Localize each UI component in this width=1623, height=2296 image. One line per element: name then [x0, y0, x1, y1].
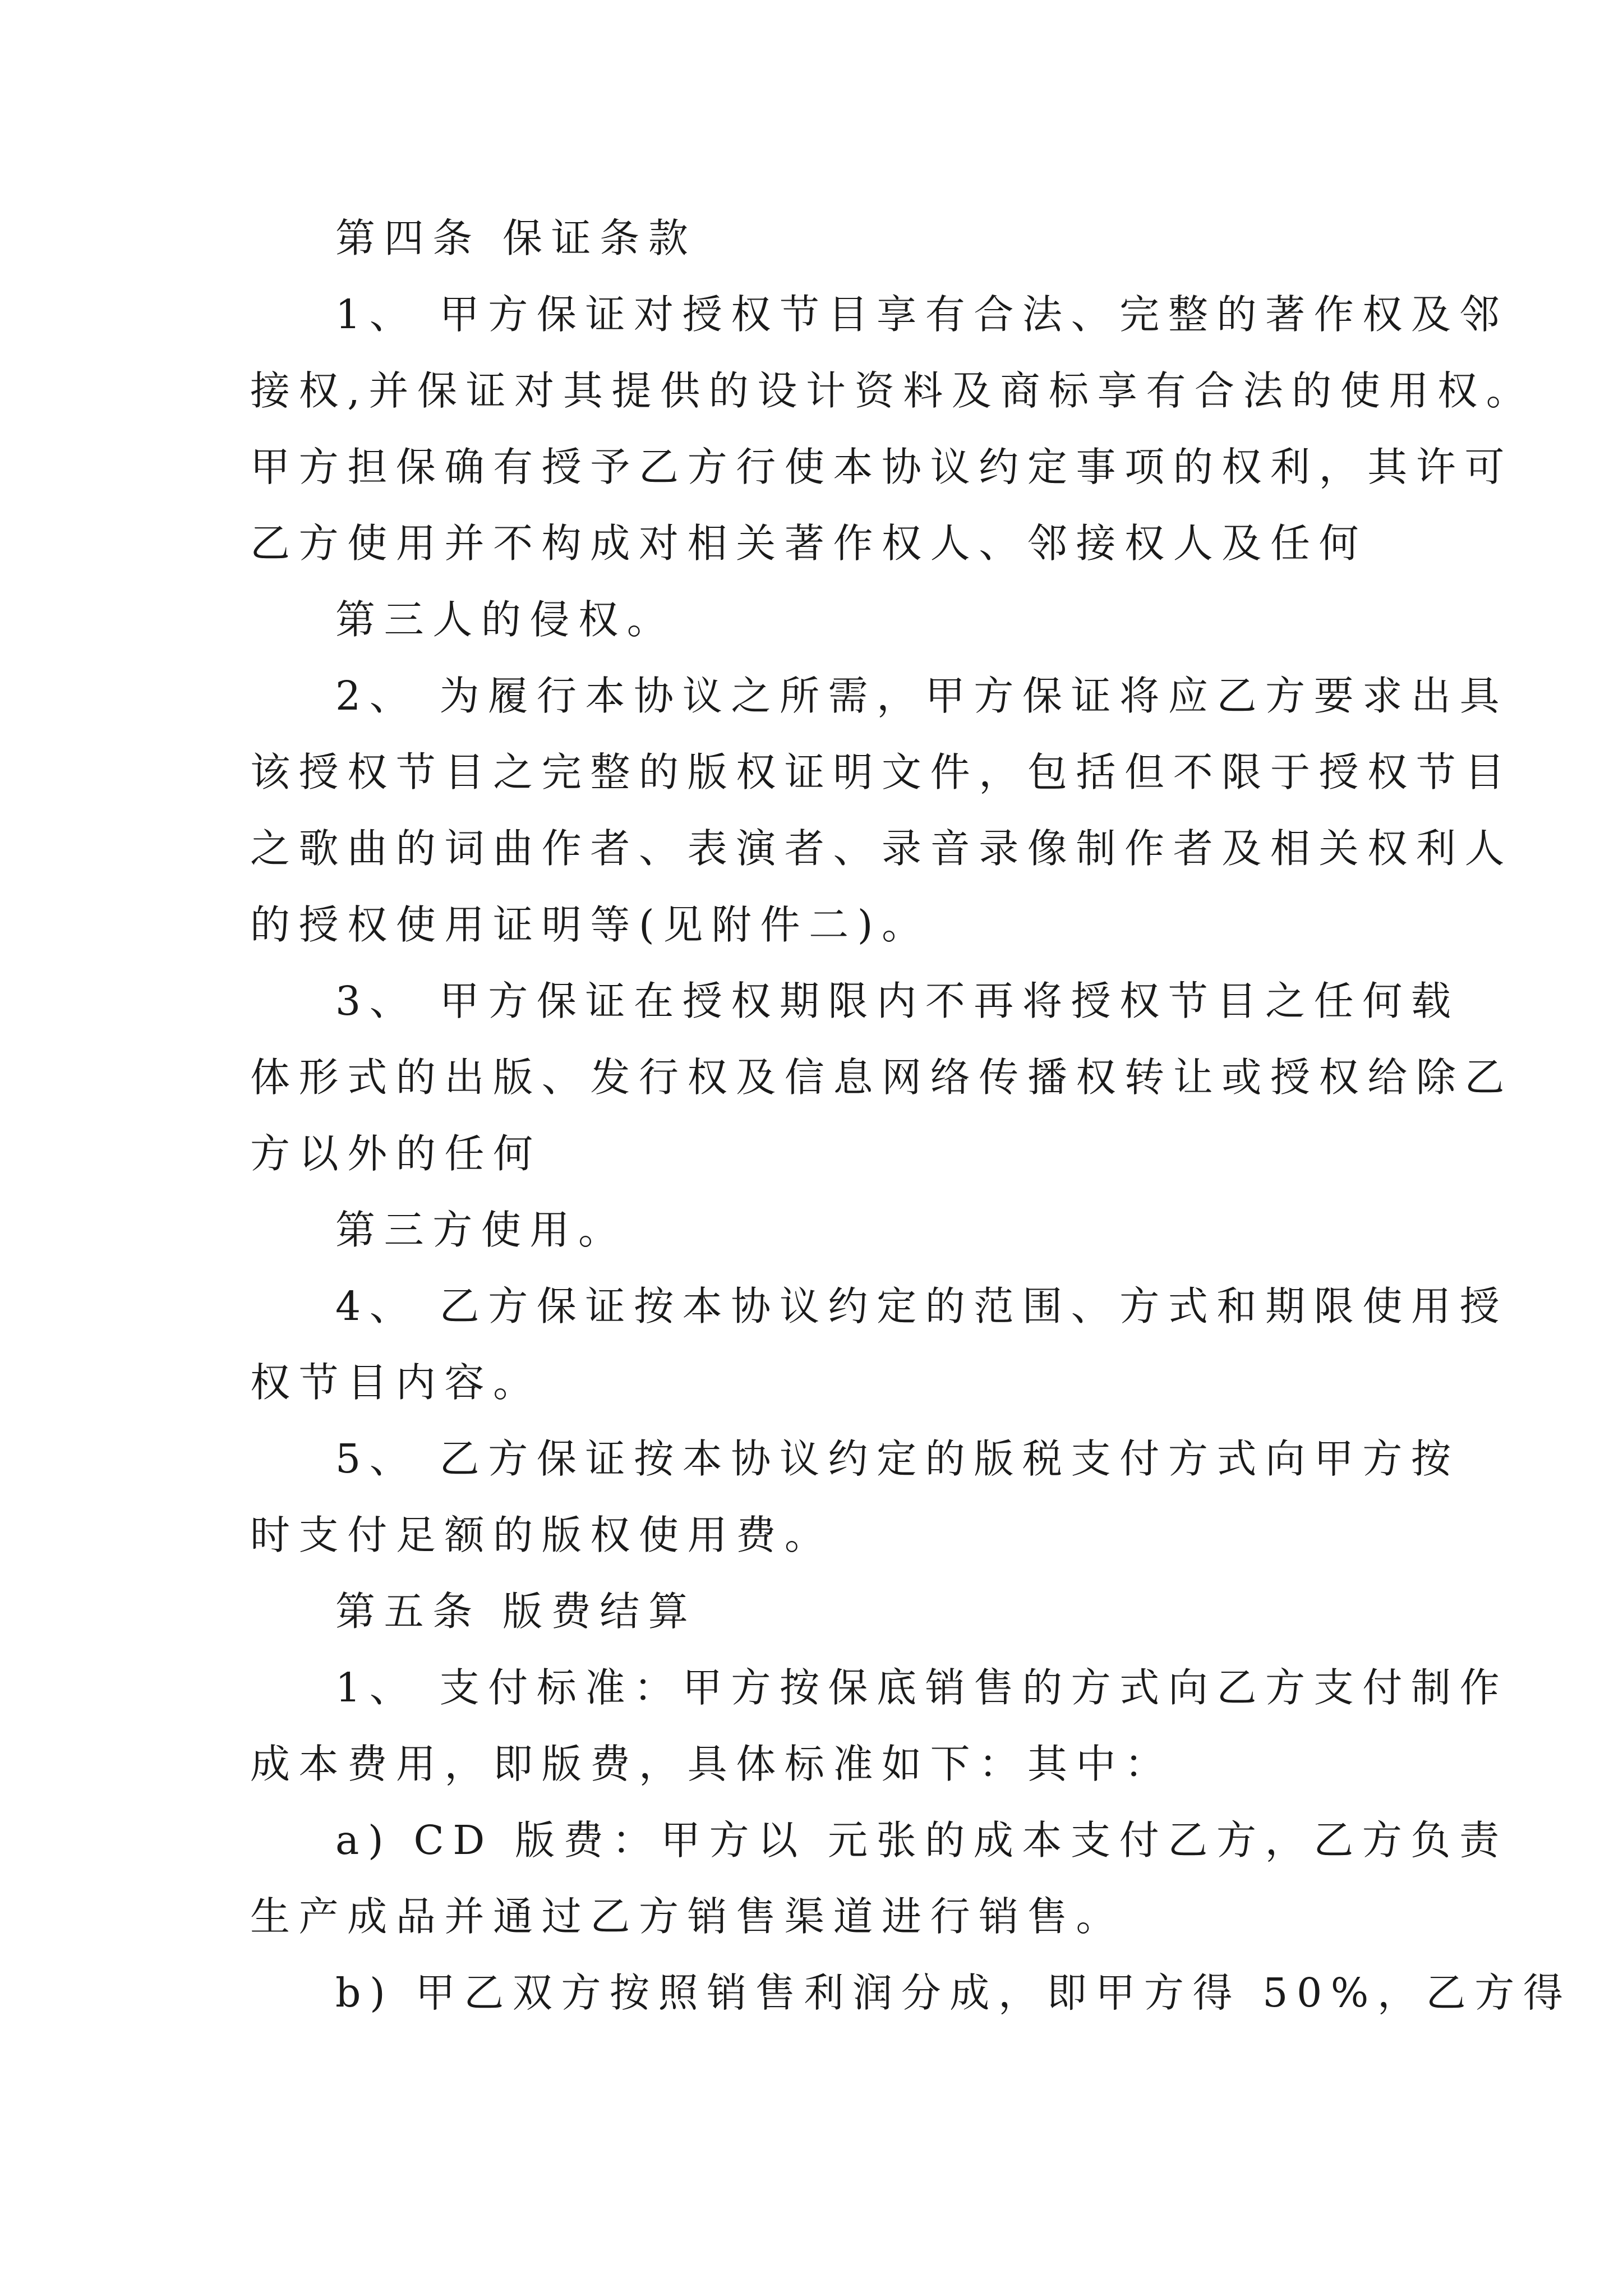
paragraph-line: 乙方使用并不构成对相关著作权人、邻接权人及任何: [250, 520, 1368, 567]
paragraph-line: 3、 甲方保证在授权期限内不再将授权节目之任何载: [335, 978, 1460, 1024]
paragraph-line: 体形式的出版、发行权及信息网络传播权转让或授权给除乙: [250, 1054, 1514, 1101]
paragraph-line: 第三人的侵权。: [335, 596, 676, 643]
paragraph-line: 成本费用，即版费，具体标准如下：其中：: [250, 1741, 1173, 1787]
paragraph-line: 方以外的任何: [250, 1130, 542, 1177]
paragraph-line: 甲方担保确有授予乙方行使本协议约定事项的权利，其许可: [250, 444, 1514, 490]
paragraph-line: 5、 乙方保证按本协议约定的版税支付方式向甲方按: [335, 1435, 1460, 1482]
paragraph-line: 生产成品并通过乙方销售渠道进行销售。: [250, 1893, 1125, 1940]
paragraph-line: 的授权使用证明等(见附件二)。: [250, 901, 930, 948]
paragraph-line: 权节目内容。: [250, 1359, 542, 1406]
paragraph-line: 2、 为履行本协议之所需，甲方保证将应乙方要求出具: [335, 673, 1509, 719]
paragraph-line: 第三方使用。: [335, 1207, 627, 1253]
paragraph-line: 之歌曲的词曲作者、表演者、录音录像制作者及相关权利人: [250, 825, 1514, 872]
paragraph-line: 接权,并保证对其提供的设计资料及商标享有合法的使用权。: [250, 367, 1535, 414]
paragraph-line: 1、 支付标准：甲方按保底销售的方式向乙方支付制作: [335, 1664, 1509, 1711]
paragraph-line: 4、 乙方保证按本协议约定的范围、方式和期限使用授: [335, 1283, 1509, 1329]
paragraph-line: b) 甲乙双方按照销售利润分成，即甲方得 50%，乙方得: [335, 1970, 1572, 2016]
article-heading: 第五条 版费结算: [335, 1588, 697, 1635]
article-heading: 第四条 保证条款: [335, 215, 697, 261]
paragraph-line: 该授权节目之完整的版权证明文件，包括但不限于授权节目: [250, 749, 1514, 795]
paragraph-line: 时支付足额的版权使用费。: [250, 1512, 833, 1558]
paragraph-line: a) CD 版费：甲方以 元张的成本支付乙方，乙方负责: [335, 1817, 1508, 1864]
paragraph-line: 1、 甲方保证对授权节目享有合法、完整的著作权及邻: [335, 291, 1509, 338]
